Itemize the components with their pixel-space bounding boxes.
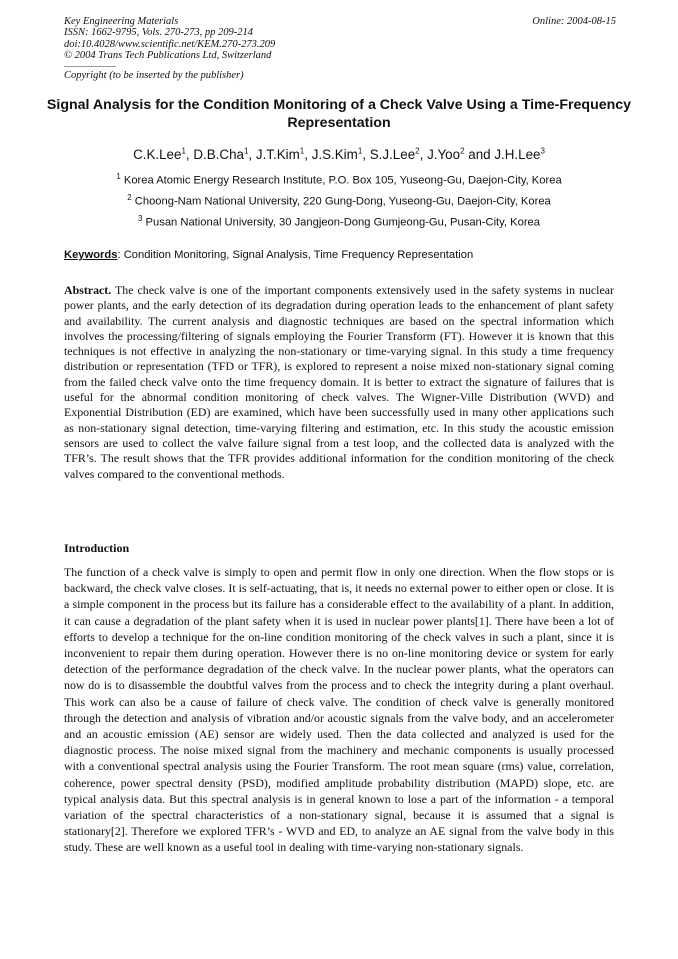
- author-aff-mark: 1: [243, 147, 249, 156]
- affiliation-text: Pusan National University, 30 Jangjeon-Dong Gumjeong-Gu, Pusan-City, Korea: [145, 216, 541, 229]
- author: [193, 147, 256, 162]
- affiliation-number: 1: [116, 172, 121, 181]
- abstract-paragraph: [64, 283, 614, 482]
- affiliation-text: Korea Atomic Energy Research Institute, P.O. Box 105, Yuseong-Gu, Daejon-City, Korea: [123, 174, 562, 187]
- author-aff-mark: 1: [181, 147, 186, 156]
- author: [494, 147, 545, 162]
- keywords-label: Keywords: [64, 249, 118, 261]
- affiliation-2: [40, 193, 638, 208]
- author-separator: ,: [419, 147, 428, 163]
- paper-title: Signal Analysis for the Condition Monitoring of a Check Valve Using a Time-Frequency Representation: [46, 97, 632, 131]
- author-name: J.S.Kim: [311, 147, 358, 163]
- author-aff-mark: 1: [357, 147, 363, 156]
- issn-line[interactable]: ISSN: 1662-9795, Vols. 270-273, pp 209-214: [64, 27, 253, 39]
- doi-link[interactable]: doi:10.4028/www.scientific.net/KEM.270-273.209: [64, 38, 276, 50]
- author-name: J.T.Kim: [255, 147, 300, 163]
- online-date: Online: 2004-08-15: [532, 16, 616, 27]
- keywords-text: Condition Monitoring, Signal Analysis, Time Frequency Representation: [123, 249, 474, 261]
- author-separator: ,: [304, 147, 312, 163]
- author: [312, 147, 370, 162]
- affiliation-3: [40, 214, 638, 229]
- author-list: [40, 147, 638, 162]
- introduction-heading: Introduction: [64, 541, 130, 555]
- author-name: J.Yoo: [427, 147, 461, 163]
- author-separator: ,: [248, 147, 256, 163]
- author-aff-mark: 3: [540, 147, 545, 156]
- publisher-line: © 2004 Trans Tech Publications Ltd, Switzerland: [64, 50, 272, 62]
- affiliation-number: 3: [137, 214, 143, 223]
- author-aff-mark: 2: [460, 147, 465, 156]
- author: [256, 147, 312, 162]
- author-separator: ,: [362, 147, 370, 163]
- affiliation-1: [40, 172, 638, 187]
- abstract-text: The check valve is one of the important components extensively used in the safety systems in nuclear power plants, and the early detection of its degradation during operation leads to the enhancement of plant safety and availability. The current analysis and diagnostic techniques are based on the spectral information which involves the processing/filtering of signals employing the Fourier Transform (FT). However it is known that this techniques is not effective in analyzing the non-stationary or time-varying signal. In this study a time frequency distribution or representation (TFD or TFR), is explored to represent a noise mixed non-stationary signal coming from the failed check valve onto the time frequency domain. It is better to extract the signature of failures that is useful for the abnormal condition monitoring of check valves. The Wigner-Ville Distribution (WVD) and Exponential Distribution (ED) are examined, which have been successfully used in many other applications such as non-stationary signal detection, time-varying filtering and estimation, etc. In this study the acoustic emission sensors are used to collect the valve failure signal from a test loop, and the collected data is analyzed with the TFR’s. The result shows that the TFR provides additional information for the condition monitoring of the check valves compared to the conventional methods.: [64, 283, 614, 481]
- header-divider: [64, 66, 116, 67]
- author: [133, 147, 193, 162]
- introduction-paragraph: The function of a check valve is simply to open and permit flow in only one direction. When the flow stops or is backward, the check valve closes. It is self-actuating, that is, it needs no external power to either open or close. It is a simple component in the process but its failure has a considerable effect to the availability of a plant. In addition, it can cause a degradation of the plant safety when it is used in nuclear power plants[1]. There have been a lot of efforts to develop a technique for the on-line condition monitoring of the check valves in such a plant, since it is inconvenient to repair them during operation. However there is no on-line monitoring device or system for early detection of the performance degradation of the check valve. In the nuclear power plants, what the operators can now do is to disassemble the doubtful valves from the process and to check the integrity during a plant overhaul. This work can also be a cause of failure of check valve. The condition of check valve is generally monitored through the detection and analysis of vibration and/or acoustic signals from the valve body, and an accelerometer and an acoustic emission (AE) sensor are widely used. Then the data collected and analyzed is used for the diagnostic process. The noise mixed signal from the machinery and mechanic components is usually processed with a conventional spectral analysis using the Fourier Transform. The root mean square (rms) value, correlation, coherence, power spectral density (PSD), modified amplitude probability distribution (MAPD) slope, etc. are typical analysis data. But this spectral analysis is in general known to lose a part of the information - a temporal variation of the spectral characteristics of a non-stationary signal, because it is assumed that a signal is stationary[2]. Therefore we explored TFR’s - WVD and ED, to analyze an AE signal from the valve body in this study. These are well known as a useful tool in dealing with time-varying non-stationary signals.: [64, 565, 614, 855]
- author-separator: and: [464, 147, 495, 163]
- journal-header: [64, 16, 364, 62]
- author-name: S.J.Lee: [369, 147, 416, 163]
- author-name: C.K.Lee: [133, 147, 182, 163]
- affiliation-text: Choong-Nam National University, 220 Gung-Dong, Yuseong-Gu, Daejon-City, Korea: [134, 195, 551, 208]
- affiliation-number: 2: [127, 193, 132, 202]
- keywords-line: Keywords: Condition Monitoring, Signal Analysis, Time Frequency Representation: [64, 249, 474, 261]
- author-aff-mark: 1: [299, 147, 305, 156]
- author-separator: ,: [185, 147, 194, 163]
- author: [427, 147, 494, 162]
- author-aff-mark: 2: [415, 147, 420, 156]
- copyright-note: Copyright (to be inserted by the publisher): [64, 70, 244, 81]
- journal-name: Key Engineering Materials: [64, 16, 179, 27]
- author: [370, 147, 427, 162]
- author-name: D.B.Cha: [193, 147, 244, 163]
- abstract-label: Abstract.: [64, 283, 112, 297]
- author-name: J.H.Lee: [494, 147, 541, 163]
